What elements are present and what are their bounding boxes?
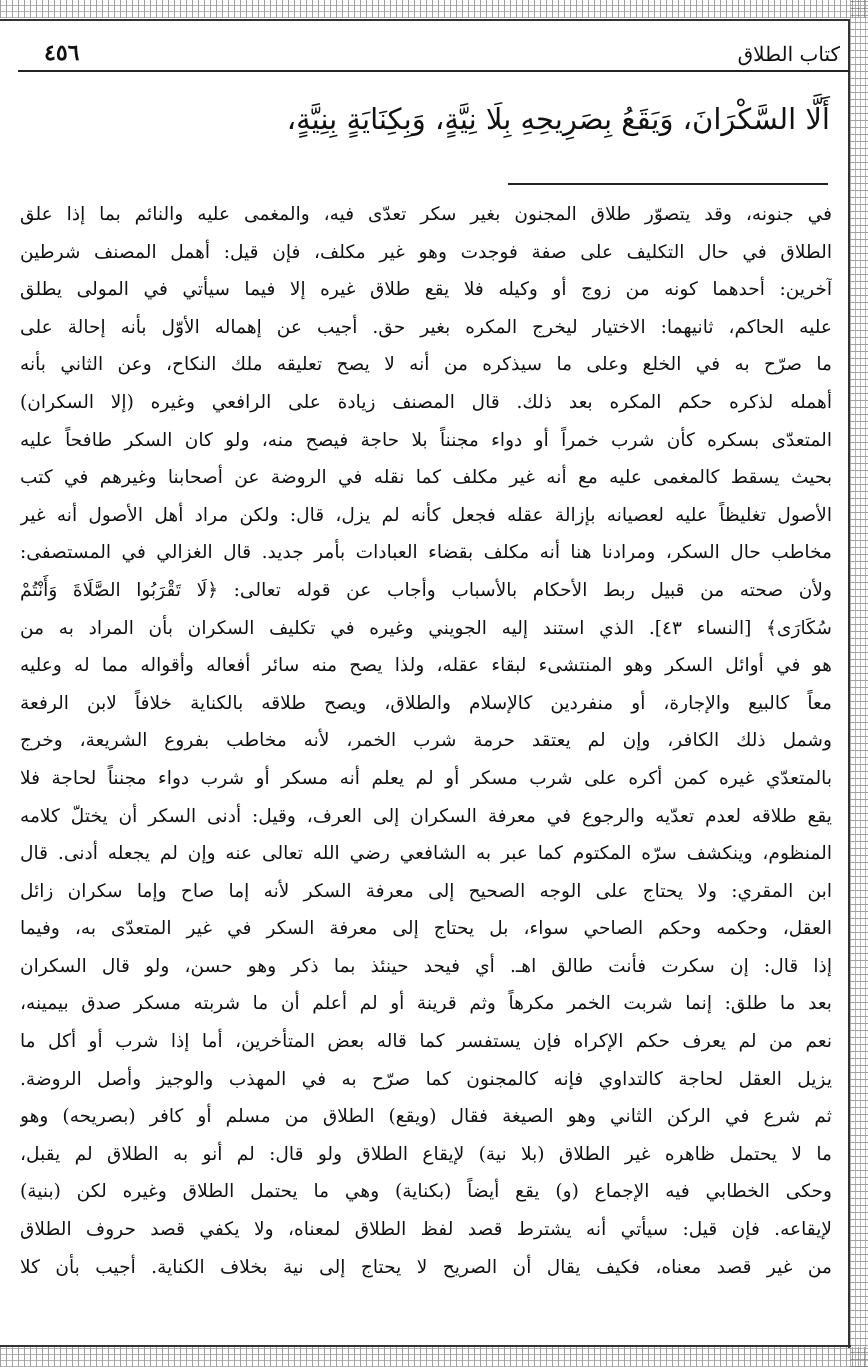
commentary-line: ثم شرع في الركن الثاني وهو الصيغة فقال (ويقع) الطلاق من مسلم أو كافر (بصريحه) وهو <box>20 1106 832 1128</box>
commentary-line: عليه الحاكم، ثانيهما: الاختيار ليخرج المكره بغير حق. أجيب عن إهماله الأوّل بأنه إحالة على <box>20 316 832 338</box>
border-rule-top <box>0 19 849 21</box>
ornamental-border-bottom <box>0 1347 868 1367</box>
commentary-line: العقل، وحكمه وحكم الصاحي سواء، بل يحتاج إلى معرفة السكر في غير المتعدّى به، وفيما <box>20 918 832 940</box>
commentary-line: المنظوم، وينكشف سرّه المكتوم كما عبر به الشافعي رضي الله تعالى عنه وإن لم يجعله أدنى. قال <box>20 843 832 865</box>
matn-text: أَلَّا السَّكْرَانَ، وَيَقَعُ بِصَرِيحِهِ بِلَا نِيَّةٍ، وَبِكِنَايَةٍ بِنِيَّةٍ، <box>286 102 830 136</box>
commentary-line: يزيل العقل لحاجة كالتداوي فإنه كالمجنون كما صرّح به في المهذب والوجيز وأصل الروضة. <box>20 1068 832 1090</box>
page-number: ٤٥٦ <box>44 40 80 66</box>
header-rule <box>18 70 850 72</box>
commentary-line: بالمتعدّي غيره كمن أكره على شرب مسكر أو لم يعلم أنه مسكر أو شرب دواء مجنناً لحاجة فلا <box>20 767 832 789</box>
commentary-line: معاً كالبيع والإجارة، أو منفردين كالإسلام والطلاق، ويصح طلاقه بالكناية خلافاً لابن الرفعة <box>20 692 832 714</box>
commentary-line: بحيث يسقط كالمغمى عليه مع أنه غير مكلف كما نقله في الروضة عن أصحابنا وغيرهم في كتب <box>20 467 832 489</box>
running-title: كتاب الطلاق <box>737 42 840 66</box>
border-rule-bottom <box>0 1345 851 1347</box>
commentary-line: مخاطب حال السكر، ومرادنا هنا أنه مكلف بقضاء العبادات بأمر جديد. قال الغزالي في المستصفى: <box>20 542 832 564</box>
commentary-line: ولأن صحته من قبيل ربط الأحكام بالأسباب وأجاب عن قوله تعالى: ﴿لَا تَقْرَبُوا الصَّلَاةَ وَأَنْتُمْ <box>20 579 832 601</box>
ornamental-border-right <box>850 0 868 1367</box>
commentary-line: يقع طلاقه لعدم تعدّيه والرجوع في معرفة السكران إلى العرف، وقيل: أدنى السكر أن يختلّ كلامه <box>20 805 832 827</box>
commentary-line: من غير قصد معناه، فكيف يقال أن الصريح لا يحتاج إلى نية بخلاف الكناية. أجيب بأن كلا <box>20 1256 832 1278</box>
commentary-separator <box>508 183 828 185</box>
commentary-line: وشمل ذلك الكافر، وإن لم يعتقد حرمة شرب الخمر، لأنه مخاطب بفروع الشريعة، وخرج <box>20 730 832 752</box>
ornamental-border-top <box>0 0 868 18</box>
commentary-line: إذا قال: إن سكرت فأنت طالق اهـ. أي فيحد حينئذ بما ذكر وهو حسن، ولو قال السكران <box>20 955 832 977</box>
commentary-line: آخرين: أحدهما كونه من زوج أو وكيله فلا يقع طلاق غيره إلا فيما سيأتي في المولى يطلق <box>20 279 832 301</box>
commentary-line: لإيقاعه. فإن قيل: سيأتي أنه يشترط قصد لفظ الطلاق لمعناه، ولا يكفي قصد حروف الطلاق <box>20 1219 832 1241</box>
commentary-line: في جنونه، وقد يتصوّر طلاق المجنون بغير سكر تعدّى فيه، والمغمى عليه والنائم بما إذا علق <box>20 204 832 225</box>
commentary-line: الطلاق في حال التكليف على صفة فوجدت وهو غير مكلف، فإن قيل: أهمل المصنف شرطين <box>20 241 832 263</box>
commentary-line: أهمله لذكره حكم المكره بعد ذلك. قال المصنف زيادة على الرافعي وغيره (إلا السكران) <box>20 391 832 413</box>
commentary-line: ما لا يحتمل ظاهره غير الطلاق (بلا نية) لإيقاع الطلاق ولو قال: لم أنو به الطلاق لم يقبل، <box>20 1143 832 1165</box>
commentary-line: الأصول تغليظاً عليه لعصيانه بإزالة عقله فجعل كأنه لم يزل، قال: ولكن مراد أهل الأصول أنه غير <box>20 504 832 526</box>
commentary-line: وحكى الخطابي فيه الإجماع (و) يقع أيضاً (بكناية) وهي ما يحتمل الطلاق وغيره لكن (بنية) <box>20 1181 832 1203</box>
commentary-text <box>20 196 832 1286</box>
commentary-line: ما صرّح به في الخلع وعلى ما سيذكره من أنه لا يصح تعليقه ملك النكاح، وعن الثاني بأنه <box>20 354 832 376</box>
commentary-line: سُكَارَى﴾ [النساء ٤٣]. الذي استند إليه الجويني وغيره في تكليف السكران بأن المراد به من <box>20 617 832 639</box>
commentary-line: نعم من لم يعرف حكم الإكراه فإن يستفسر كما قاله بعض المتأخرين، أما إذا شرب أو أكل ما <box>20 1031 832 1053</box>
commentary-line: ابن المقري: ولا يحتاج على الوجه الصحيح إلى معرفة السكر لأنه إما صاح وإما سكران زائل <box>20 880 832 902</box>
page-header <box>30 26 840 66</box>
commentary-line: بعد ما طلق: إنما شربت الخمر مكرهاً وثم قرينة أو لم أعلم أن ما شربته مسكر صدق بيمينه، <box>20 993 832 1015</box>
border-rule-right <box>848 19 850 1348</box>
commentary-line: هو في أوائل السكر وهو المنتشىء لبقاء عقله، ولذا يصح منه سائر أفعاله وأقواله مما له وعليه <box>20 655 832 677</box>
commentary-line: المتعدّى بسكره كأن شرب خمراً أو دواء مجنناً بلا حاجة فيصح منه، ولو كان السكر طافحاً عليه <box>20 429 832 451</box>
